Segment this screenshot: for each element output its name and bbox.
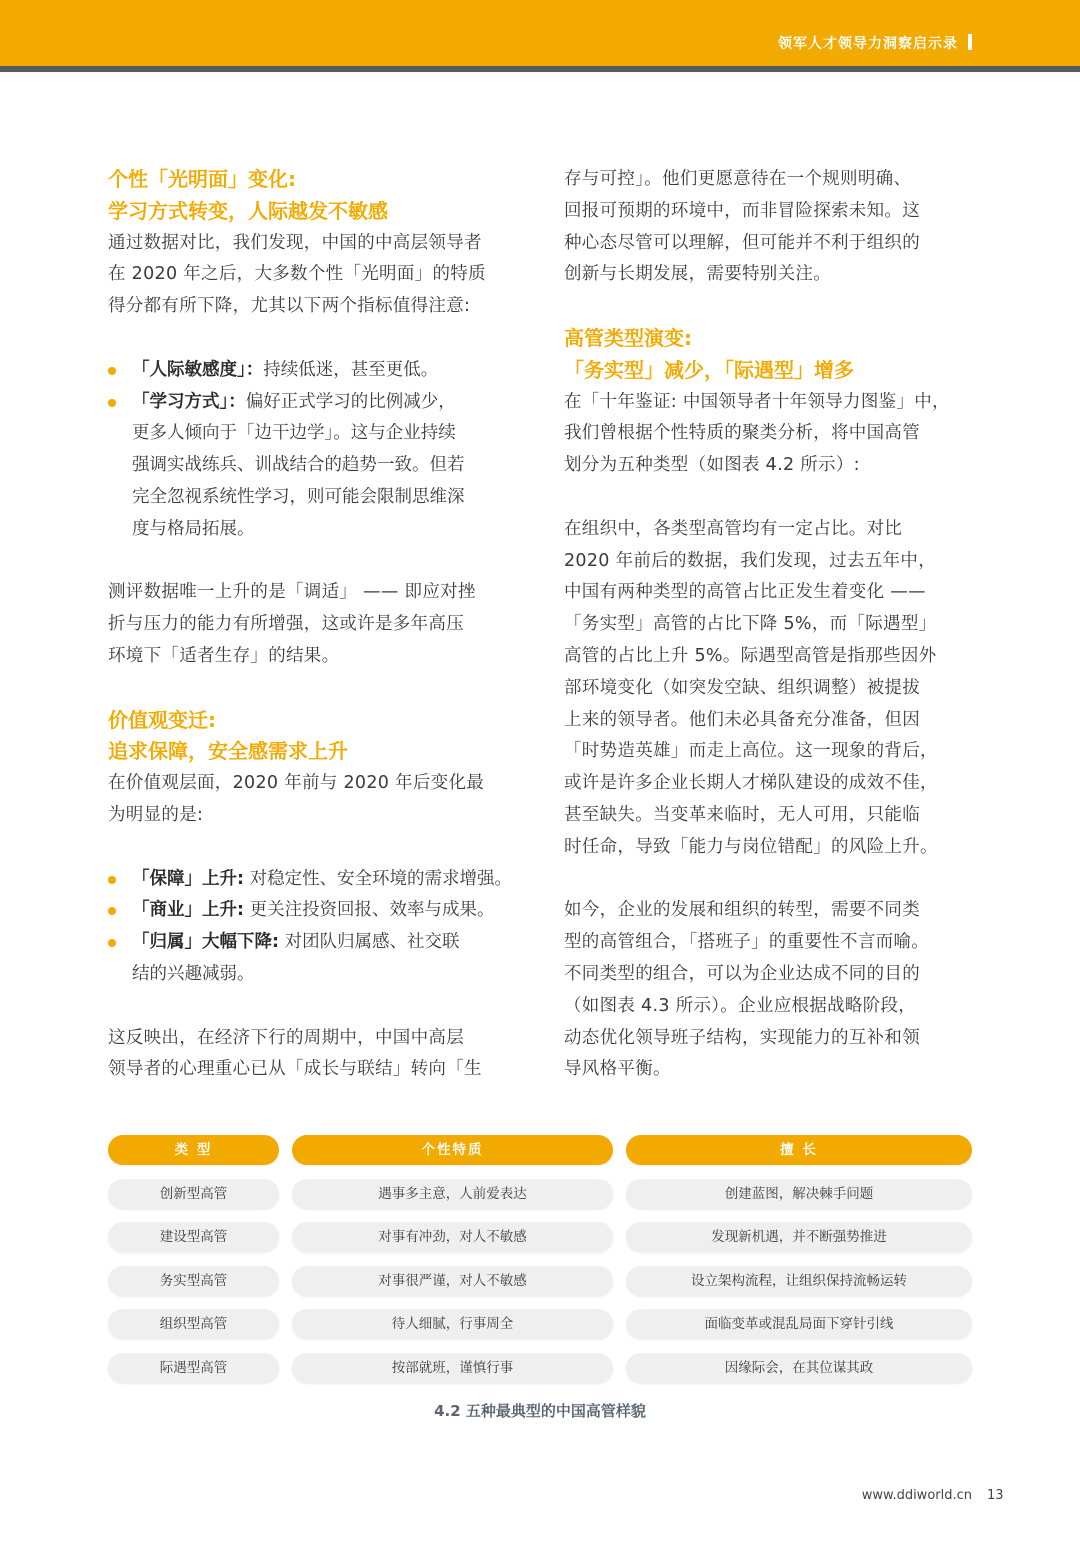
table-cell: 按部就班，谨慎行事 (292, 1353, 613, 1383)
table-row (108, 1266, 972, 1310)
table-row (108, 1309, 972, 1353)
section-subheading-exec-types: 「务实型」减少，「际遇型」增多 (564, 357, 854, 382)
exec-types-table (108, 1135, 972, 1396)
left-column (108, 164, 528, 1086)
table-header-cell: 类 型 (108, 1135, 279, 1165)
bullet-item: 「商业」上升: 更关注投资回报、效率与成果。 (108, 895, 528, 927)
table-cell: 创建蓝图，解决棘手问题 (626, 1179, 972, 1209)
table-cell: 对事有冲劲，对人不敏感 (292, 1222, 613, 1252)
table-row (108, 1353, 972, 1397)
paragraph: 在「十年鉴证: 中国领导者十年领导力图鉴」中， 我们曾根据个性特质的聚类分析，将中国高管 划分为五种类型（如图表 4.2 所示）: (564, 391, 950, 476)
table-cell: 发现新机遇，并不断强势推进 (626, 1222, 972, 1252)
paragraph: 如今，企业的发展和组织的转型，需要不同类 型的高管组合，「搭班子」的重要性不言而喻。 不同类型的组合，可以为企业达成不同的目的 （如图表 4.3 所示）。企业应根据战略阶段， 动态优化领导班子结构，实现能力的互补和领 导风格平衡。 (564, 900, 930, 1080)
paragraph: 测评数据唯一上升的是「调适」 —— 即应对挫 折与压力的能力有所增强，这或许是多年高压 环境下「适者生存」的结果。 (108, 582, 476, 666)
section-heading-values: 价值观变迁: (108, 707, 216, 732)
table-cell: 创新型高管 (108, 1179, 279, 1209)
section-subheading-values: 追求保障，安全感需求上升 (108, 739, 348, 764)
table-cell: 组织型高管 (108, 1309, 279, 1339)
table-cell: 待人细腻，行事周全 (292, 1309, 613, 1339)
paragraph: 这反映出，在经济下行的周期中，中国中高层 领导者的心理重心已从「成长与联结」转向「生 (108, 1027, 482, 1080)
table-cell: 面临变革或混乱局面下穿针引线 (626, 1309, 972, 1339)
right-column (564, 164, 984, 1086)
section-subheading-personality: 学习方式转变，人际越发不敏感 (108, 198, 388, 223)
header-divider (0, 66, 1080, 72)
page-number: 13 (987, 1488, 1004, 1503)
footer-url[interactable]: www.ddiworld.cn (861, 1488, 972, 1503)
table-cell: 因缘际会，在其位谋其政 (626, 1353, 972, 1383)
table-cell: 建设型高管 (108, 1222, 279, 1252)
header-mark (968, 34, 972, 50)
bullet-dot-icon (108, 907, 116, 915)
table-row (108, 1179, 972, 1223)
table-cell: 遇事多主意，人前爱表达 (292, 1179, 613, 1209)
paragraph: 通过数据对比，我们发现，中国的中高层领导者 在 2020 年之后，大多数个性「光明面」的特质 得分都有所下降，尤其以下两个指标值得注意: (108, 232, 486, 317)
bullet-dot-icon (108, 367, 116, 375)
bullet-dot-icon (108, 876, 116, 884)
table-cell: 对事很严谨，对人不敏感 (292, 1266, 613, 1296)
bullet-item: 「学习方式」：偏好正式学习的比例减少， 更多人倾向于「边干边学」。这与企业持续 强调实战练兵、训战结合的趋势一致。但若 完全忽视系统性学习，则可能会限制思维深 度与格局拓展。 (108, 387, 528, 546)
bullet-dot-icon (108, 399, 116, 407)
bullet-list (108, 864, 528, 991)
table-caption: 4.2 五种最典型的中国高管样貌 (434, 1402, 646, 1420)
bullet-list (108, 355, 528, 546)
bullet-item: 「保障」上升: 对稳定性、安全环境的需求增强。 (108, 864, 528, 896)
header-title: 领军人才领导力洞察启示录 (778, 36, 958, 52)
table-header-row (108, 1135, 972, 1179)
bullet-item: 「人际敏感度」：持续低迷，甚至更低。 (108, 355, 528, 387)
table-row (108, 1222, 972, 1266)
table-header-cell: 擅 长 (626, 1135, 972, 1165)
table-cell: 际遇型高管 (108, 1353, 279, 1383)
table-header-cell: 个性特质 (292, 1135, 613, 1165)
section-heading-exec-types: 高管类型演变: (564, 325, 692, 350)
paragraph: 在价值观层面，2020 年前与 2020 年后变化最 为明显的是: (108, 773, 485, 825)
table-cell: 设立架构流程，让组织保持流畅运转 (626, 1266, 972, 1296)
bullet-item: 「归属」大幅下降: 对团队归属感、社交联 结的兴趣减弱。 (108, 927, 528, 991)
paragraph: 存与可控」。他们更愿意待在一个规则明确、 回报可预期的环境中，而非冒险探索未知。这 种心态尽管可以理解，但可能并不利于组织的 创新与长期发展，需要特别关注。 (564, 169, 920, 285)
table-cell: 务实型高管 (108, 1266, 279, 1296)
section-heading-personality: 个性「光明面」变化: (108, 167, 296, 191)
paragraph: 在组织中，各类型高管均有一定占比。对比 2020 年前后的数据，我们发现，过去五年中， 中国有两种类型的高管占比正发生着变化 —— 「务实型」高管的占比下降 5%，而「际遇型」 高管的占比上升 5%。际遇型高管是指那些因外 部环境变化（如突发空缺、组织调整）被提拔 上来的领导者。他们未必具备充分准备，但因 「时势造英雄」而走上高位。这一现象的背后， 或许是许多企业长期人才梯队建设的成效不佳， 甚至缺失。当变革来临时，无人可用，只能临 时任命，导致「能力与岗位错配」的风险上升。 (564, 518, 938, 857)
bullet-dot-icon (108, 939, 116, 947)
